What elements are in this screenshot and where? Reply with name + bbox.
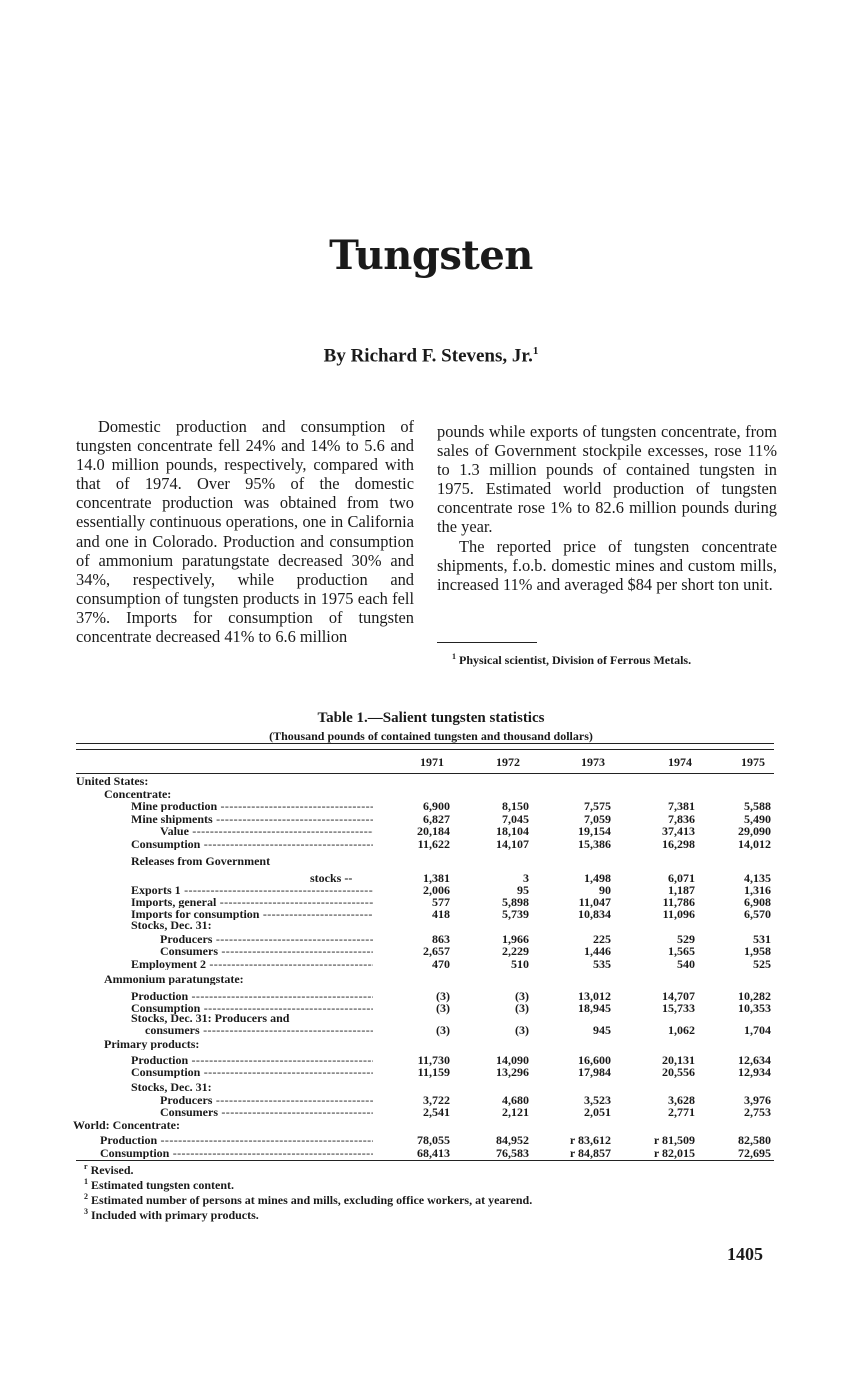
cell-1972: 18,104 bbox=[496, 824, 529, 838]
page-title: Tungsten bbox=[329, 232, 533, 279]
cell-1973: r 83,612 bbox=[569, 1133, 611, 1147]
row-label: United States: bbox=[76, 775, 149, 787]
cell-1973: 2,051 bbox=[584, 1105, 611, 1119]
cell-1974: 6,071 bbox=[668, 871, 695, 885]
cell-1971: 1,381 bbox=[423, 871, 450, 885]
table-note: $^r$ Revised. bbox=[84, 1162, 134, 1177]
cell-1971: 418 bbox=[432, 907, 450, 921]
cell-1971: 2,006 bbox=[423, 883, 450, 897]
cell-1973: 10,834 bbox=[578, 907, 611, 921]
author-footnote: $^1$ Physical scientist, Division of Ferrous Metals. bbox=[452, 652, 692, 667]
year-header-1971: 1971 bbox=[420, 755, 444, 769]
cell-1974: 3,628 bbox=[668, 1093, 695, 1107]
cell-1975: 1,958 bbox=[744, 944, 771, 958]
cell-1974: 7,836 bbox=[668, 812, 695, 826]
table-row bbox=[0, 884, 862, 896]
cell-1972: 4,680 bbox=[502, 1093, 529, 1107]
cell-1972: 14,090 bbox=[496, 1053, 529, 1067]
cell-1975: 12,634 bbox=[738, 1053, 771, 1067]
table-row bbox=[0, 973, 862, 985]
cell-1974: 11,786 bbox=[662, 895, 695, 909]
cell-1972: (3) bbox=[515, 1001, 529, 1015]
row-label: Concentrate: bbox=[104, 788, 172, 800]
byline-footnote-mark: 1 bbox=[532, 345, 539, 357]
table-top-rule bbox=[76, 743, 774, 744]
cell-1975: 12,934 bbox=[738, 1065, 771, 1079]
table-top-rule-2 bbox=[76, 749, 774, 750]
cell-1973: 18,945 bbox=[578, 1001, 611, 1015]
cell-1974: 14,707 bbox=[662, 989, 695, 1003]
cell-1971: 78,055 bbox=[417, 1133, 450, 1147]
cell-1973: 1,446 bbox=[584, 944, 611, 958]
cell-1973: 1,498 bbox=[584, 871, 611, 885]
footnote-divider bbox=[437, 642, 537, 643]
cell-1971: (3) bbox=[436, 1023, 450, 1037]
year-header-1972: 1972 bbox=[496, 755, 520, 769]
row-label: Mine production ----- bbox=[131, 800, 373, 812]
cell-1972: 2,229 bbox=[502, 944, 529, 958]
cell-1975: 5,588 bbox=[744, 799, 771, 813]
row-label: Stocks, Dec. 31: bbox=[131, 919, 212, 931]
cell-1975: 3,976 bbox=[744, 1093, 771, 1107]
right-text-column bbox=[437, 422, 777, 594]
cell-1971: 6,900 bbox=[423, 799, 450, 813]
cell-1973: 945 bbox=[593, 1023, 611, 1037]
page-number: 1405 bbox=[727, 1244, 763, 1264]
cell-1974: 11,096 bbox=[662, 907, 695, 921]
cell-1971: 470 bbox=[432, 957, 450, 971]
cell-1972: 76,583 bbox=[496, 1146, 529, 1160]
row-label: Primary products: bbox=[104, 1038, 200, 1050]
cell-1975: 29,090 bbox=[738, 824, 771, 838]
cell-1972: 1,966 bbox=[502, 932, 529, 946]
table-row bbox=[0, 775, 862, 787]
cell-1971: 2,657 bbox=[423, 944, 450, 958]
cell-1971: 11,159 bbox=[417, 1065, 450, 1079]
cell-1974: 20,556 bbox=[662, 1065, 695, 1079]
cell-1972: 8,150 bbox=[502, 799, 529, 813]
cell-1974: 37,413 bbox=[662, 824, 695, 838]
cell-1975: 4,135 bbox=[744, 871, 771, 885]
table-row bbox=[0, 1119, 862, 1131]
table-row bbox=[0, 1081, 862, 1093]
cell-1972: 3 bbox=[523, 871, 529, 885]
table-row bbox=[0, 919, 862, 931]
cell-1971: 577 bbox=[432, 895, 450, 909]
row-label: Producers ----- bbox=[160, 933, 373, 945]
cell-1973: 535 bbox=[593, 957, 611, 971]
table-row bbox=[0, 1147, 862, 1159]
cell-1973: 16,600 bbox=[578, 1053, 611, 1067]
cell-1972: 95 bbox=[517, 883, 529, 897]
cell-1974: 1,062 bbox=[668, 1023, 695, 1037]
table-subtitle: (Thousand pounds of contained tungsten and thousand dollars) bbox=[269, 729, 593, 743]
table-header-rule bbox=[76, 773, 774, 774]
cell-1973: 17,984 bbox=[578, 1065, 611, 1079]
cell-1971: 3,722 bbox=[423, 1093, 450, 1107]
cell-1971: 68,413 bbox=[417, 1146, 450, 1160]
year-header-1974: 1974 bbox=[668, 755, 692, 769]
cell-1971: (3) bbox=[436, 989, 450, 1003]
year-header-1975: 1975 bbox=[741, 755, 765, 769]
table-row bbox=[0, 1066, 862, 1078]
cell-1972: 84,952 bbox=[496, 1133, 529, 1147]
table-row bbox=[0, 958, 862, 970]
row-label: Production ----- bbox=[131, 990, 373, 1002]
table-row bbox=[0, 896, 862, 908]
cell-1973: r 84,857 bbox=[569, 1146, 611, 1160]
row-label: Consumption ----- bbox=[100, 1147, 373, 1159]
intro-paragraph: Domestic production and consumption of tungsten concentrate fell 24% and 14% to 5.6 and 14.0 million pounds, respectively, compared with that of 1974. Over 95% of the domestic concentrate production was obtained from two essentially continuous operations, one in California and one in Colorado. Production and consumption of ammonium paratungstate decreased 30% and 34%, respectively, while production and consumption of tungsten products in 1975 each fell 37%. Imports for consumption of tungsten concentrate decreased 41% to 6.6 million bbox=[76, 417, 414, 647]
row-label: stocks -- bbox=[310, 872, 353, 884]
row-label: World: Concentrate: bbox=[73, 1119, 180, 1131]
table-notes bbox=[84, 1161, 532, 1221]
row-label: Consumers ----- bbox=[160, 1106, 373, 1118]
cell-1972: 7,045 bbox=[502, 812, 529, 826]
cell-1975: 2,753 bbox=[744, 1105, 771, 1119]
cell-1975: 6,570 bbox=[744, 907, 771, 921]
table-row bbox=[0, 1012, 862, 1024]
table-row bbox=[0, 825, 862, 837]
row-label: Production ----- bbox=[131, 1054, 373, 1066]
cell-1972: 13,296 bbox=[496, 1065, 529, 1079]
author-name: By Richard F. Stevens, Jr. bbox=[323, 345, 533, 367]
cell-1973: 3,523 bbox=[584, 1093, 611, 1107]
intro-paragraph-continued: pounds while exports of tungsten concentrate, from sales of Government stockpile excesses, rose 11% to 1.3 million pounds of contained tungsten in 1975. Estimated world production of tungsten concentrate rose 1% to 82.6 million pounds during the year. bbox=[437, 422, 777, 537]
cell-1972: 510 bbox=[511, 957, 529, 971]
cell-1973: 7,059 bbox=[584, 812, 611, 826]
cell-1975: 10,353 bbox=[738, 1001, 771, 1015]
row-label: Consumption ----- bbox=[131, 1002, 373, 1014]
table-row bbox=[0, 1106, 862, 1118]
row-label: Exports 1 ----- bbox=[131, 884, 373, 896]
cell-1974: 20,131 bbox=[662, 1053, 695, 1067]
cell-1974: 1,565 bbox=[668, 944, 695, 958]
table-note: $^1$ Estimated tungsten content. bbox=[84, 1177, 234, 1192]
cell-1975: 6,908 bbox=[744, 895, 771, 909]
cell-1974: 540 bbox=[677, 957, 695, 971]
cell-1974: 2,771 bbox=[668, 1105, 695, 1119]
cell-1971: 11,622 bbox=[417, 837, 450, 851]
cell-1975: 10,282 bbox=[738, 989, 771, 1003]
row-label: Ammonium paratungstate: bbox=[104, 973, 244, 985]
cell-1974: r 82,015 bbox=[653, 1146, 695, 1160]
cell-1972: 2,121 bbox=[502, 1105, 529, 1119]
cell-1972: (3) bbox=[515, 989, 529, 1003]
row-label: Stocks, Dec. 31: bbox=[131, 1081, 212, 1093]
cell-1975: 1,704 bbox=[744, 1023, 771, 1037]
cell-1974: 529 bbox=[677, 932, 695, 946]
table-row bbox=[0, 1134, 862, 1146]
cell-1975: 531 bbox=[753, 932, 771, 946]
table-row bbox=[0, 1038, 862, 1050]
row-label: Stocks, Dec. 31: Producers and bbox=[131, 1012, 290, 1024]
row-label: Consumption ----- bbox=[131, 838, 373, 850]
row-label: Production ----- bbox=[100, 1134, 373, 1146]
row-label: Employment 2 ----- bbox=[131, 958, 373, 970]
row-label: Releases from Government bbox=[131, 855, 271, 867]
table-note: $^2$ Estimated number of persons at mines and mills, excluding office workers, at yearend. bbox=[84, 1192, 533, 1207]
cell-1972: 14,107 bbox=[496, 837, 529, 851]
row-label: Producers ----- bbox=[160, 1094, 373, 1106]
table-row bbox=[0, 990, 862, 1002]
price-paragraph: The reported price of tungsten concentrate shipments, f.o.b. domestic mines and custom mills, increased 11% and averaged $84 per short ton unit. bbox=[437, 536, 777, 594]
row-label: consumers ----- bbox=[145, 1024, 373, 1036]
cell-1973: 7,575 bbox=[584, 799, 611, 813]
cell-1974: r 81,509 bbox=[653, 1133, 695, 1147]
cell-1973: 225 bbox=[593, 932, 611, 946]
cell-1973: 13,012 bbox=[578, 989, 611, 1003]
table-title: Table 1.—Salient tungsten statistics bbox=[317, 710, 545, 726]
cell-1973: 19,154 bbox=[578, 824, 611, 838]
table-row bbox=[0, 800, 862, 812]
table-row bbox=[0, 838, 862, 850]
cell-1972: (3) bbox=[515, 1023, 529, 1037]
cell-1971: 11,730 bbox=[417, 1053, 450, 1067]
cell-1975: 1,316 bbox=[744, 883, 771, 897]
cell-1975: 14,012 bbox=[738, 837, 771, 851]
table-row bbox=[0, 1024, 862, 1036]
cell-1971: 6,827 bbox=[423, 812, 450, 826]
year-header-1973: 1973 bbox=[581, 755, 605, 769]
cell-1973: 11,047 bbox=[578, 895, 611, 909]
cell-1971: 20,184 bbox=[417, 824, 450, 838]
table-note: $^3$ Included with primary products. bbox=[84, 1207, 259, 1222]
table-row bbox=[0, 945, 862, 957]
cell-1974: 16,298 bbox=[662, 837, 695, 851]
cell-1972: 5,739 bbox=[502, 907, 529, 921]
row-label: Consumers ----- bbox=[160, 945, 373, 957]
cell-1974: 7,381 bbox=[668, 799, 695, 813]
cell-1971: (3) bbox=[436, 1001, 450, 1015]
table-row bbox=[0, 855, 862, 867]
cell-1973: 90 bbox=[599, 883, 611, 897]
cell-1975: 525 bbox=[753, 957, 771, 971]
cell-1973: 15,386 bbox=[578, 837, 611, 851]
row-label: Imports, general ----- bbox=[131, 896, 373, 908]
cell-1975: 5,490 bbox=[744, 812, 771, 826]
row-label: Value ----- bbox=[160, 825, 373, 837]
cell-1971: 863 bbox=[432, 932, 450, 946]
row-label: Mine shipments ----- bbox=[131, 813, 373, 825]
cell-1974: 1,187 bbox=[668, 883, 695, 897]
cell-1975: 82,580 bbox=[738, 1133, 771, 1147]
cell-1974: 15,733 bbox=[662, 1001, 695, 1015]
byline bbox=[0, 345, 862, 367]
cell-1971: 2,541 bbox=[423, 1105, 450, 1119]
cell-1972: 5,898 bbox=[502, 895, 529, 909]
left-text-column bbox=[76, 417, 414, 646]
row-label: Imports for consumption ----- bbox=[131, 908, 373, 920]
cell-1975: 72,695 bbox=[738, 1146, 771, 1160]
row-label: Consumption ----- bbox=[131, 1066, 373, 1078]
